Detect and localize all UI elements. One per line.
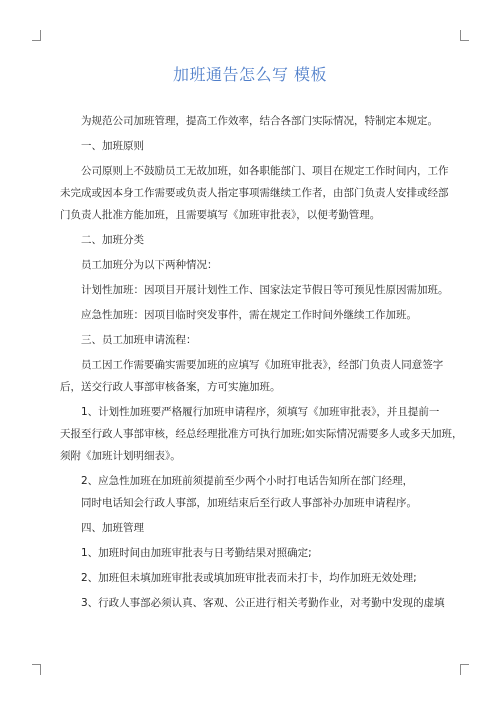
paragraph-line: 1、计划性加班要严格履行加班申请程序，须填写《加班审批表》，并且提前一 [81,406,440,418]
crop-mark-bottom-right [460,664,469,675]
paragraph-line: 应急性加班：因项目临时突发事件，需在规定工作时间外继续工作加班。 [81,309,417,321]
paragraph-line: 天报至行政人事部审核，经总经理批准方可执行加班;如实际情况需要多人或多天加班， [60,428,463,440]
document-title: 加班通告怎么写 模板 [172,65,328,84]
paragraph-line: 1、加班时间由加班审批表与日考勤结果对照确定; [81,547,312,559]
paragraph-line: 后，送交行政人事部审核备案，方可实施加班。 [60,381,281,393]
paragraph-line: 公司原则上不鼓励员工无故加班，如各职能部门、项目在规定工作时间内，工作 [81,165,449,177]
section-heading-process: 三、员工加班申请流程： [81,334,197,346]
paragraph-line: 2、加班但未填加班审批表或填加班审批表而未打卡，均作加班无效处理; [81,572,417,584]
paragraph-line: 员工加班分为以下两种情况： [81,259,218,271]
crop-mark-top-left [32,30,41,41]
paragraph-intro: 为规范公司加班管理，提高工作效率，结合各部门实际情况，特制定本规定。 [81,115,438,127]
paragraph-line: 未完成或因本身工作需要或负责人指定事项需继续工作者，由部门负责人安排或经部 [60,187,449,199]
paragraph-line: 计划性加班：因项目开展计划性工作、国家法定节假日等可预见性原因需加班。 [81,284,449,296]
crop-mark-top-right [460,30,469,41]
paragraph-line: 门负责人批准方能加班，且需要填写《加班审批表》，以便考勤管理。 [60,209,381,221]
section-heading-category: 二、加班分类 [81,234,144,246]
document-body [60,110,463,614]
section-heading-management: 四、加班管理 [81,522,144,534]
paragraph-line: 须附《加班计划明细表》。 [60,450,181,462]
paragraph-line: 员工因工作需要确实需要加班的应填写《加班审批表》，经部门负责人同意签字 [81,359,444,371]
paragraph-line: 2、应急性加班在加班前须提前至少两个小时打电话告知所在部门经理， [81,475,414,487]
paragraph-line: 同时电话知会行政人事部，加班结束后至行政人事部补办加班申请程序。 [81,497,417,509]
paragraph-line: 3、行政人事部必须认真、客观、公正进行相关考勤作业，对考勤中发现的虚填 [81,597,445,609]
crop-mark-bottom-left [32,664,41,675]
section-heading-principle: 一、加班原则 [81,140,144,152]
